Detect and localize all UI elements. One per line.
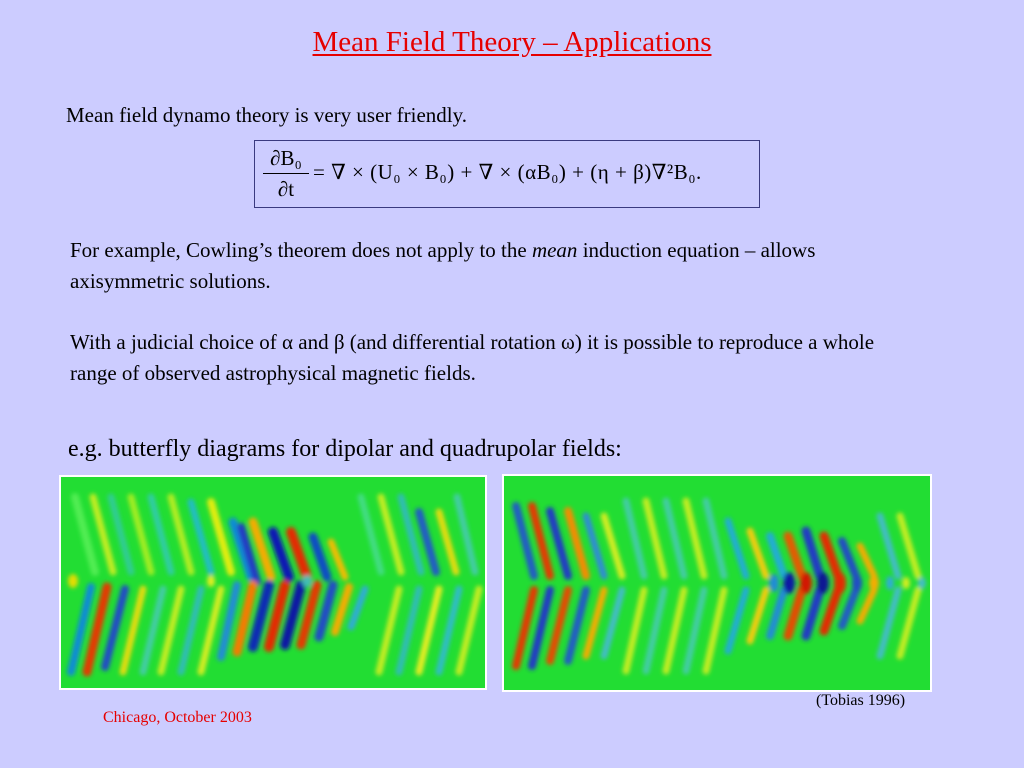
quadrupolar-butterfly-diagram bbox=[502, 474, 932, 692]
image-credit: (Tobias 1996) bbox=[816, 692, 906, 709]
footer-text: Chicago, October 2003 bbox=[103, 709, 252, 726]
example-text: e.g. butterfly diagrams for dipolar and quadrupolar fields: bbox=[68, 436, 622, 462]
cowling-text-end: induction equation – allows axisymmetric solutions. bbox=[70, 238, 816, 293]
quadrupolar-butterfly-svg bbox=[504, 476, 930, 690]
equation-fraction bbox=[263, 145, 309, 202]
alpha-beta-paragraph: With a judicial choice of α and β (and differential rotation ω) it is possible to reproduce a whole range of observed astrophysical magnetic fields. bbox=[70, 330, 875, 385]
equation-denominator: ∂t bbox=[277, 177, 295, 201]
dipolar-butterfly-diagram bbox=[59, 475, 487, 690]
fraction-bar bbox=[263, 173, 309, 174]
slide-title: Mean Field Theory – Applications bbox=[312, 26, 712, 58]
equation-numerator: ∂B₀ bbox=[270, 146, 302, 170]
dipolar-butterfly-svg bbox=[61, 477, 485, 688]
equation-rhs: = ∇ × (U₀ × B₀) + ∇ × (αB₀) + (η + β)∇²B₀. bbox=[313, 160, 702, 184]
intro-text: Mean field dynamo theory is very user friendly. bbox=[66, 103, 468, 127]
cowling-paragraph bbox=[70, 235, 890, 297]
induction-equation bbox=[254, 140, 760, 208]
cowling-text-start: For example, Cowling’s theorem does not apply to the bbox=[70, 238, 532, 262]
mean-emphasis: mean bbox=[531, 238, 578, 262]
